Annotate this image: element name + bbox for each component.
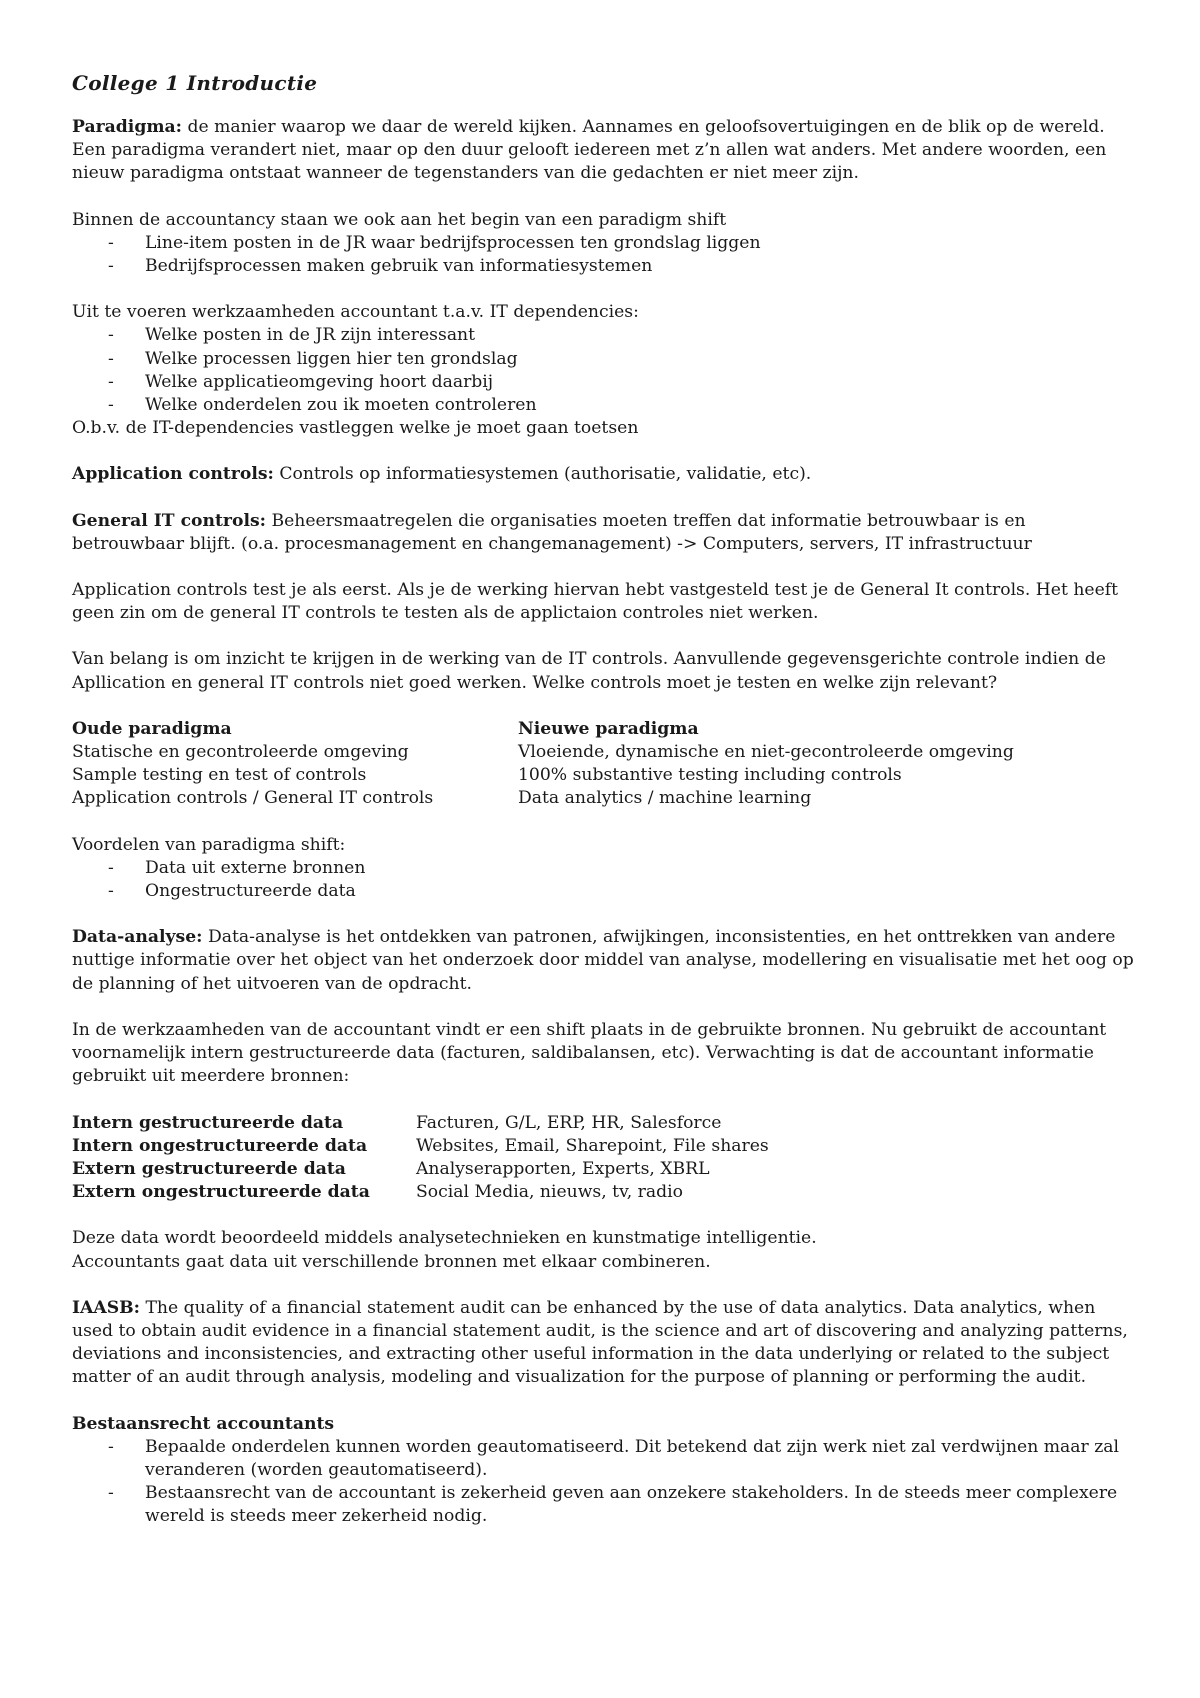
paradigm-shift-section	[72, 209, 1134, 279]
page-title: College 1 Introductie	[72, 71, 318, 95]
list-item: - Bepaalde onderdelen kunnen worden geautomatiseerd. Dit betekend dat zijn werk niet zal verdwijnen maar zal veranderen (worden geautomatiseerd).	[72, 1436, 1134, 1482]
paradigma-label: Paradigma:	[72, 117, 183, 137]
data-source-value: Websites, Email, Sharepoint, File shares	[416, 1135, 769, 1156]
voordelen-section	[72, 834, 1134, 904]
data-analyse-text: Data-analyse is het ontdekken van patronen, afwijkingen, inconsistenties, en het onttrekken van andere nuttige informatie over het object van het onderzoek door middel van analyse, modellering en visualisatie met het oog op de planning of het uitvoeren van de opdracht.	[72, 927, 1134, 994]
data-analyse-paragraph	[72, 926, 1134, 996]
paradigm-shift-intro: Binnen de accountancy staan we ook aan het begin van een paradigm shift	[72, 209, 727, 230]
new-paradigm-header: Nieuwe paradigma	[518, 718, 699, 739]
data-source-label: Extern gestructureerde data	[72, 1158, 346, 1179]
list-item: - Welke processen liggen hier ten grondslag	[72, 348, 1134, 371]
general-it-controls-label: General IT controls:	[72, 510, 266, 531]
bestaansrecht-title: Bestaansrecht accountants	[72, 1413, 335, 1434]
iaasb-text: The quality of a financial statement audit can be enhanced by the use of data analytics. Data analytics, when used to obtain audit evidence in a financial statement audit, is the science and art of discovering and analyzing patterns, deviations and inconsistencies, and extracting other useful information in the data underlying or related to the subject matter of an audit through analysis, modeling and visualization for the purpose of planning or performing the audit.	[72, 1297, 1128, 1388]
list-item: - Welke posten in de JR zijn interessant	[72, 324, 1134, 347]
voordelen-intro: Voordelen van paradigma shift:	[72, 834, 346, 855]
new-paradigm-cell: 100% substantive testing including controls	[518, 765, 902, 786]
iaasb-paragraph	[72, 1297, 1134, 1390]
beoordeling-line: Deze data wordt beoordeeld middels analysetechnieken en kunstmatige intelligentie.	[72, 1228, 817, 1249]
paradigm-comparison-table	[72, 718, 1134, 811]
list-item: - Bedrijfsprocessen maken gebruik van informatiesystemen	[72, 255, 1134, 278]
bestaansrecht-section	[72, 1413, 1134, 1529]
document-page	[72, 70, 1134, 1529]
old-paradigm-header: Oude paradigma	[72, 718, 232, 739]
application-controls-text: Controls op informatiesystemen (authorisatie, validatie, etc).	[273, 464, 812, 485]
general-it-controls-paragraph	[72, 510, 1134, 556]
new-paradigm-cell: Vloeiende, dynamische en niet-gecontroleerde omgeving	[518, 742, 1014, 763]
data-source-value: Social Media, nieuws, tv, radio	[416, 1182, 683, 1203]
data-source-label: Extern ongestructureerde data	[72, 1182, 370, 1203]
list-item: - Welke onderdelen zou ik moeten controleren	[72, 394, 1134, 417]
test-order-paragraph: Application controls test je als eerst. Als je de werking hiervan hebt vastgesteld test je de General It controls. Het heeft geen zin om de general IT controls te testen als de applictaion controles niet werken.	[72, 580, 1119, 624]
data-source-value: Facturen, G/L, ERP, HR, Salesforce	[416, 1112, 722, 1133]
list-item: - Bestaansrecht van de accountant is zekerheid geven aan onzekere stakeholders. In de steeds meer complexere wereld is steeds meer zekerheid nodig.	[72, 1482, 1134, 1528]
data-source-label: Intern ongestructureerde data	[72, 1135, 368, 1156]
paradigm-shift-list	[72, 232, 1134, 278]
data-source-value: Analyserapporten, Experts, XBRL	[416, 1158, 710, 1179]
werkzaamheden-outro: O.b.v. de IT-dependencies vastleggen welke je moet gaan toetsen	[72, 418, 639, 439]
old-paradigm-cell: Application controls / General IT controls	[72, 788, 434, 809]
application-controls-label: Application controls:	[72, 464, 274, 485]
general-it-controls-text: Beheersmaatregelen die organisaties moeten treffen dat informatie betrouwbaar is en betrouwbaar blijft. (o.a. procesmanagement en changemanagement) -> Computers, servers, IT infrastructuur	[72, 510, 1032, 554]
shift-bronnen-paragraph: In de werkzaamheden van de accountant vindt er een shift plaats in de gebruikte bronnen. Nu gebruikt de accountant voornamelijk intern gestructureerde data (facturen, saldibalansen, etc). Verwachting is dat de accountant informatie gebruikt uit meerdere bronnen:	[72, 1019, 1107, 1087]
old-paradigm-cell: Statische en gecontroleerde omgeving	[72, 742, 409, 763]
bestaansrecht-list	[72, 1436, 1134, 1529]
paradigma-paragraph	[72, 116, 1134, 186]
paradigma-text: de manier waarop we daar de wereld kijken. Aannames en geloofsovertuigingen en de blik op de wereld. Een paradigma verandert niet, maar op den duur gelooft iedereen met z’n allen wat anders. Met andere woorden, een nieuw paradigma ontstaat wanneer de tegenstanders van die gedachten er niet meer zijn.	[72, 117, 1107, 184]
data-source-label: Intern gestructureerde data	[72, 1112, 344, 1133]
van-belang-paragraph: Van belang is om inzicht te krijgen in de werking van de IT controls. Aanvullende gegevensgerichte controle indien de Apllication en general IT controls niet goed werken. Welke controls moet je testen en welke zijn relevant?	[72, 649, 1106, 693]
application-controls-paragraph	[72, 463, 1134, 486]
data-sources-table	[72, 1112, 1134, 1205]
new-paradigm-cell: Data analytics / machine learning	[518, 788, 812, 809]
werkzaamheden-section	[72, 301, 1134, 440]
list-item: - Ongestructureerde data	[72, 880, 1134, 903]
list-item: - Welke applicatieomgeving hoort daarbij	[72, 371, 1134, 394]
beoordeling-line: Accountants gaat data uit verschillende bronnen met elkaar combineren.	[72, 1251, 711, 1272]
werkzaamheden-intro: Uit te voeren werkzaamheden accountant t.a.v. IT dependencies:	[72, 302, 639, 323]
old-paradigm-cell: Sample testing en test of controls	[72, 765, 367, 786]
voordelen-list	[72, 857, 1134, 903]
werkzaamheden-list	[72, 324, 1134, 417]
list-item: - Data uit externe bronnen	[72, 857, 1134, 880]
beoordeling-section	[72, 1227, 1134, 1273]
data-analyse-label: Data-analyse:	[72, 927, 203, 948]
iaasb-label: IAASB:	[72, 1297, 140, 1318]
list-item: - Line-item posten in de JR waar bedrijfsprocessen ten grondslag liggen	[72, 232, 1134, 255]
